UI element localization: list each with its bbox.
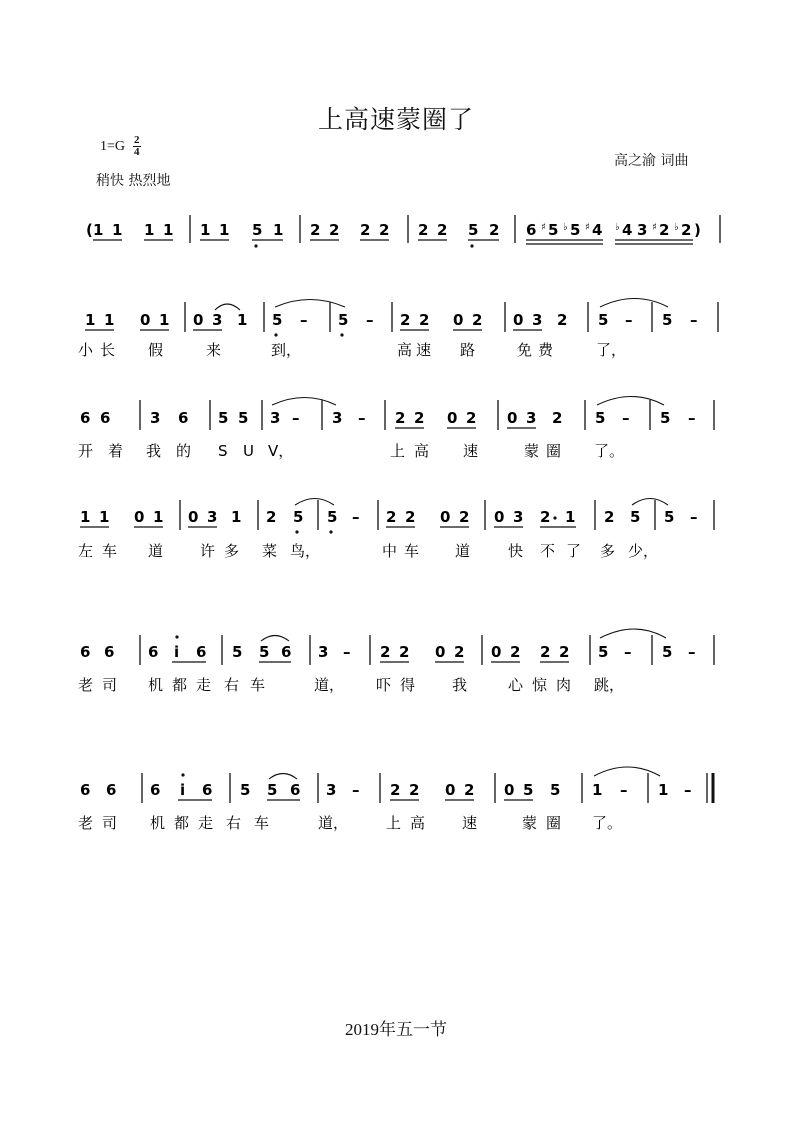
svg-text:i: i xyxy=(174,643,180,661)
svg-text:2: 2 xyxy=(540,508,551,526)
svg-text:中: 中 xyxy=(382,542,398,560)
svg-text:0: 0 xyxy=(188,508,199,526)
svg-text:开: 开 xyxy=(78,442,94,460)
svg-text:速: 速 xyxy=(462,814,478,832)
svg-text:0: 0 xyxy=(445,781,456,799)
svg-text:6: 6 xyxy=(150,781,161,799)
svg-text:我: 我 xyxy=(452,676,468,694)
svg-text:我: 我 xyxy=(146,442,162,460)
svg-text:6: 6 xyxy=(148,643,159,661)
svg-text:0: 0 xyxy=(491,643,502,661)
svg-text:3: 3 xyxy=(532,311,543,329)
svg-text:5: 5 xyxy=(267,781,278,799)
svg-text:2: 2 xyxy=(466,409,477,427)
svg-text:5: 5 xyxy=(660,409,671,427)
svg-text:跳，: 跳， xyxy=(594,676,625,694)
svg-text:5: 5 xyxy=(252,221,263,239)
svg-text:3: 3 xyxy=(326,781,337,799)
svg-text:鸟，: 鸟， xyxy=(290,542,321,560)
svg-text:小: 小 xyxy=(78,341,94,359)
row-3-notes xyxy=(80,499,714,534)
svg-text:2: 2 xyxy=(437,221,448,239)
svg-text:心: 心 xyxy=(508,676,524,694)
row-4-notes xyxy=(80,629,714,665)
svg-text:5: 5 xyxy=(468,221,479,239)
svg-text:司: 司 xyxy=(102,676,118,694)
svg-text:5: 5 xyxy=(523,781,534,799)
svg-text:蒙: 蒙 xyxy=(524,442,540,460)
svg-text:1: 1 xyxy=(200,221,211,239)
svg-text:5: 5 xyxy=(664,508,675,526)
svg-text:3: 3 xyxy=(332,409,343,427)
key-signature xyxy=(100,135,141,158)
svg-text:右: 右 xyxy=(224,676,240,694)
svg-text:–: – xyxy=(684,781,692,799)
svg-text:1: 1 xyxy=(658,781,669,799)
svg-text:1: 1 xyxy=(144,221,155,239)
row-2-notes xyxy=(80,397,714,431)
svg-text:6: 6 xyxy=(106,781,117,799)
svg-text:圈: 圈 xyxy=(546,814,562,832)
svg-text:快: 快 xyxy=(508,542,524,560)
svg-text:–: – xyxy=(625,311,633,329)
svg-text:了。: 了。 xyxy=(594,442,625,460)
svg-text:–: – xyxy=(620,781,628,799)
svg-text:上: 上 xyxy=(390,442,406,460)
svg-text:2: 2 xyxy=(472,311,483,329)
svg-text:♭: ♭ xyxy=(563,222,568,233)
svg-text:2: 2 xyxy=(379,221,390,239)
svg-text:老: 老 xyxy=(78,676,94,694)
svg-text:4: 4 xyxy=(622,221,633,239)
svg-text:来: 来 xyxy=(206,341,222,359)
svg-text:了，: 了， xyxy=(596,341,627,359)
svg-text:2: 2 xyxy=(604,508,615,526)
svg-text:道: 道 xyxy=(148,542,164,560)
meter-top: 2 xyxy=(134,134,140,146)
svg-text:走: 走 xyxy=(196,676,212,694)
svg-text:得: 得 xyxy=(400,676,416,694)
svg-text:2: 2 xyxy=(540,643,551,661)
svg-text:5: 5 xyxy=(238,409,249,427)
svg-text:–: – xyxy=(358,409,366,427)
svg-text:1: 1 xyxy=(237,311,248,329)
svg-text:惊: 惊 xyxy=(532,676,548,694)
svg-text:1: 1 xyxy=(163,221,174,239)
svg-text:5: 5 xyxy=(598,311,609,329)
svg-text:2: 2 xyxy=(266,508,277,526)
svg-text:U: U xyxy=(243,442,254,460)
svg-text:速: 速 xyxy=(463,442,479,460)
svg-text:1: 1 xyxy=(159,311,170,329)
svg-text:1: 1 xyxy=(112,221,123,239)
svg-text:2: 2 xyxy=(390,781,401,799)
svg-text:1: 1 xyxy=(592,781,603,799)
svg-text:左: 左 xyxy=(78,542,94,560)
svg-text:6: 6 xyxy=(526,221,537,239)
svg-text:右: 右 xyxy=(226,814,242,832)
svg-text:5: 5 xyxy=(598,643,609,661)
svg-text:3: 3 xyxy=(513,508,524,526)
svg-text:0: 0 xyxy=(435,643,446,661)
svg-text:费: 费 xyxy=(538,341,554,359)
svg-text:0: 0 xyxy=(504,781,515,799)
svg-text:V，: V， xyxy=(268,442,294,460)
svg-text:5: 5 xyxy=(570,221,581,239)
svg-text:圈: 圈 xyxy=(546,442,562,460)
svg-text:免: 免 xyxy=(517,341,533,359)
svg-text:车: 车 xyxy=(250,676,266,694)
svg-text:肉: 肉 xyxy=(556,676,572,694)
svg-text:5: 5 xyxy=(327,508,338,526)
svg-text:了: 了 xyxy=(566,542,582,560)
svg-text:5: 5 xyxy=(240,781,251,799)
svg-text:0: 0 xyxy=(513,311,524,329)
svg-text:长: 长 xyxy=(100,341,116,359)
svg-text:车: 车 xyxy=(404,542,420,560)
row-5-notes xyxy=(80,767,713,803)
svg-text:6: 6 xyxy=(178,409,189,427)
svg-text:机: 机 xyxy=(150,814,166,832)
intro-row xyxy=(86,215,720,248)
svg-text:假: 假 xyxy=(148,341,164,359)
svg-text:2: 2 xyxy=(380,643,391,661)
svg-text:2: 2 xyxy=(552,409,563,427)
svg-text:3: 3 xyxy=(526,409,537,427)
row-3-lyrics xyxy=(78,542,658,560)
svg-text:多: 多 xyxy=(600,542,616,560)
svg-text:): ) xyxy=(694,221,701,239)
svg-text:高: 高 xyxy=(414,442,430,460)
svg-text:6: 6 xyxy=(80,643,91,661)
svg-text:2: 2 xyxy=(489,221,500,239)
svg-text:5: 5 xyxy=(595,409,606,427)
meter-bottom: 4 xyxy=(134,146,140,158)
svg-text:–: – xyxy=(292,409,300,427)
date-footer: 2019年五一节 xyxy=(345,1020,447,1039)
svg-text:3: 3 xyxy=(207,508,218,526)
svg-text:2: 2 xyxy=(329,221,340,239)
svg-text:2: 2 xyxy=(459,508,470,526)
svg-text:3: 3 xyxy=(150,409,161,427)
svg-text:♯: ♯ xyxy=(585,222,590,233)
svg-text:2: 2 xyxy=(510,643,521,661)
svg-text:i: i xyxy=(180,781,186,799)
composer-credit: 高之渝 词曲 xyxy=(614,153,689,169)
svg-text:0: 0 xyxy=(453,311,464,329)
svg-text:♭: ♭ xyxy=(615,222,620,233)
svg-text:5: 5 xyxy=(272,311,283,329)
svg-text:0: 0 xyxy=(447,409,458,427)
svg-text:0: 0 xyxy=(140,311,151,329)
row-5-lyrics xyxy=(78,814,622,832)
svg-text:的: 的 xyxy=(176,442,192,460)
svg-text:3: 3 xyxy=(270,409,281,427)
svg-text:–: – xyxy=(352,508,360,526)
row-1-notes xyxy=(85,299,718,337)
svg-text:司: 司 xyxy=(102,814,118,832)
svg-text:0: 0 xyxy=(134,508,145,526)
svg-text:S: S xyxy=(218,442,228,460)
svg-text:2: 2 xyxy=(414,409,425,427)
svg-text:0: 0 xyxy=(193,311,204,329)
svg-text:♭: ♭ xyxy=(674,222,679,233)
svg-text:菜: 菜 xyxy=(262,542,278,560)
svg-text:机: 机 xyxy=(148,676,164,694)
song-title: 上高速蒙圈了 xyxy=(317,105,474,134)
svg-text:1: 1 xyxy=(99,508,110,526)
svg-text:道，: 道， xyxy=(318,814,349,832)
svg-text:2: 2 xyxy=(409,781,420,799)
svg-text:2: 2 xyxy=(681,221,692,239)
key-label: 1=G xyxy=(100,138,126,154)
svg-text:3: 3 xyxy=(212,311,223,329)
svg-text:0: 0 xyxy=(494,508,505,526)
svg-text:速: 速 xyxy=(416,341,432,359)
svg-text:5: 5 xyxy=(662,311,673,329)
svg-text:走: 走 xyxy=(198,814,214,832)
svg-text:–: – xyxy=(300,311,308,329)
svg-text:许: 许 xyxy=(200,542,216,560)
svg-text:5: 5 xyxy=(662,643,673,661)
svg-text:都: 都 xyxy=(174,814,190,832)
svg-text:着: 着 xyxy=(108,442,124,460)
svg-text:1: 1 xyxy=(104,311,115,329)
svg-text:车: 车 xyxy=(102,542,118,560)
svg-text:6: 6 xyxy=(196,643,207,661)
svg-text:–: – xyxy=(366,311,374,329)
svg-text:2: 2 xyxy=(360,221,371,239)
svg-text:1: 1 xyxy=(85,311,96,329)
svg-text:1: 1 xyxy=(93,221,104,239)
svg-text:不: 不 xyxy=(540,542,556,560)
svg-text:♯: ♯ xyxy=(541,222,546,233)
svg-text:0: 0 xyxy=(440,508,451,526)
svg-text:吓: 吓 xyxy=(376,676,392,694)
time-signature xyxy=(133,135,141,158)
svg-text:少，: 少， xyxy=(628,542,659,560)
svg-text:0: 0 xyxy=(507,409,518,427)
svg-text:2: 2 xyxy=(464,781,475,799)
svg-text:5: 5 xyxy=(293,508,304,526)
svg-text:2: 2 xyxy=(454,643,465,661)
svg-text:车: 车 xyxy=(254,814,270,832)
svg-text:2: 2 xyxy=(659,221,670,239)
svg-text:5: 5 xyxy=(218,409,229,427)
svg-text:6: 6 xyxy=(80,409,91,427)
svg-text:2: 2 xyxy=(418,221,429,239)
tempo-marking: 稍快 热烈地 xyxy=(96,173,171,189)
svg-text:2: 2 xyxy=(559,643,570,661)
svg-text:1: 1 xyxy=(219,221,230,239)
svg-text:–: – xyxy=(624,643,632,661)
svg-text:–: – xyxy=(690,311,698,329)
svg-text:–: – xyxy=(688,409,696,427)
svg-text:高: 高 xyxy=(410,814,426,832)
svg-text:6: 6 xyxy=(80,781,91,799)
row-4-lyrics xyxy=(78,676,624,694)
svg-text:♯: ♯ xyxy=(652,222,657,233)
svg-text:2: 2 xyxy=(557,311,568,329)
svg-text:1: 1 xyxy=(153,508,164,526)
svg-text:–: – xyxy=(352,781,360,799)
svg-text:多: 多 xyxy=(224,542,240,560)
svg-text:4: 4 xyxy=(592,221,603,239)
svg-text:1: 1 xyxy=(231,508,242,526)
svg-text:1: 1 xyxy=(273,221,284,239)
svg-text:2: 2 xyxy=(386,508,397,526)
svg-text:道: 道 xyxy=(455,542,471,560)
svg-text:了。: 了。 xyxy=(592,814,623,832)
svg-text:6: 6 xyxy=(290,781,301,799)
row-2-lyrics xyxy=(78,442,624,460)
svg-text:6: 6 xyxy=(202,781,213,799)
svg-text:1: 1 xyxy=(80,508,91,526)
svg-text:5: 5 xyxy=(548,221,559,239)
row-1-lyrics xyxy=(78,341,626,359)
intro-notes xyxy=(93,215,720,248)
svg-text:3: 3 xyxy=(637,221,648,239)
intro-paren-open: ( xyxy=(86,221,93,239)
svg-text:2: 2 xyxy=(400,311,411,329)
svg-text:–: – xyxy=(688,643,696,661)
svg-text:5: 5 xyxy=(259,643,270,661)
svg-text:都: 都 xyxy=(172,676,188,694)
svg-text:5: 5 xyxy=(232,643,243,661)
svg-text:到，: 到， xyxy=(271,341,302,359)
svg-text:6: 6 xyxy=(100,409,111,427)
svg-text:–: – xyxy=(622,409,630,427)
svg-text:2: 2 xyxy=(405,508,416,526)
svg-text:5: 5 xyxy=(550,781,561,799)
svg-text:–: – xyxy=(690,508,698,526)
svg-text:路: 路 xyxy=(460,341,476,359)
svg-text:6: 6 xyxy=(281,643,292,661)
svg-text:5: 5 xyxy=(338,311,349,329)
svg-text:蒙: 蒙 xyxy=(522,814,538,832)
svg-text:2: 2 xyxy=(395,409,406,427)
svg-text:2: 2 xyxy=(310,221,321,239)
svg-text:2: 2 xyxy=(399,643,410,661)
svg-text:高: 高 xyxy=(397,341,413,359)
svg-text:5: 5 xyxy=(630,508,641,526)
svg-text:老: 老 xyxy=(78,814,94,832)
svg-text:2: 2 xyxy=(419,311,430,329)
svg-text:6: 6 xyxy=(104,643,115,661)
svg-text:3: 3 xyxy=(318,643,329,661)
svg-text:–: – xyxy=(343,643,351,661)
svg-text:道，: 道， xyxy=(314,676,345,694)
svg-text:上: 上 xyxy=(386,814,402,832)
svg-text:1: 1 xyxy=(565,508,576,526)
